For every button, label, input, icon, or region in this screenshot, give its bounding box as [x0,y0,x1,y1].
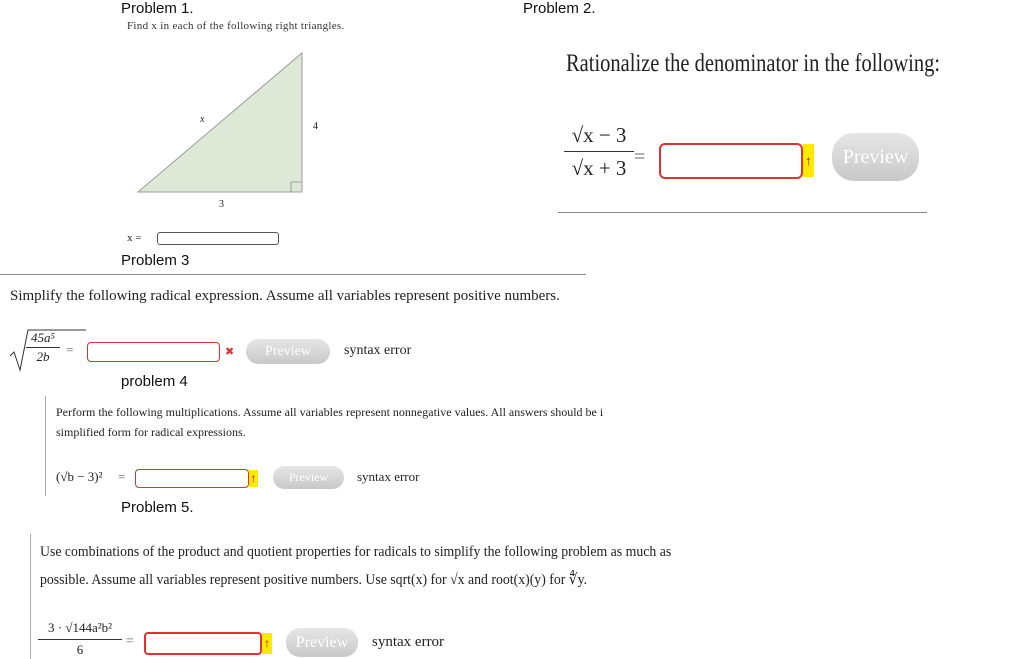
problem-4-status: syntax error [357,469,420,484]
problem-2-preview-button[interactable]: Preview [832,133,919,181]
problem-4-border [45,396,46,496]
problem-5-preview-button[interactable]: Preview [286,628,358,657]
fraction-bar [38,639,122,640]
problem-2-equals: = [634,146,646,168]
problem-3-status: syntax error [344,343,412,358]
fraction-bar [26,347,60,348]
triangle-shape [138,53,302,192]
problem-4-expression: (√b − 3)² [56,469,103,484]
problem-5-status: syntax error [372,634,445,650]
problem-4-heading: problem 4 [121,373,188,390]
problem-5-prompt-line1: Use combinations of the product and quotient properties for radicals to simplify the following problem as much as [40,544,672,560]
right-triangle-figure [130,45,330,215]
problem-2-fraction [564,122,634,181]
problem-5-fraction [38,620,122,657]
problem-5-denominator: 6 [76,642,84,657]
problem-5-answer-input[interactable] [144,632,262,655]
triangle-label-vertical: 4 [313,121,318,132]
problem-3-numerator: 45a⁵ [30,330,56,345]
problem-3-fraction [26,331,60,364]
problem-1-answer-label: x = [127,232,142,244]
problem-3-denominator: 2b [36,349,50,364]
error-icon: ✖ [225,346,235,358]
problem-3-divider [0,274,586,275]
warning-icon[interactable]: ↑ [250,471,257,485]
problem-3-heading: Problem 3 [121,252,190,269]
problem-5-heading: Problem 5. [121,499,194,516]
problem-2-heading: Problem 2. [523,0,596,17]
problem-5-numerator: 3 · √144a²b² [47,620,113,635]
problem-3-answer-input[interactable] [87,342,220,362]
problem-4-prompt-line1: Perform the following multiplications. Assume all variables represent nonnegative values. All answers should be i [56,405,604,419]
problem-5-prompt-line2: possible. Assume all variables represent positive numbers. Use sqrt(x) for √x and root(x)(y) for ∜y. [40,572,588,588]
problem-3-preview-button[interactable]: Preview [246,339,330,364]
problem-4-answer-input[interactable] [135,469,249,488]
problem-2-prompt: Rationalize the denominator in the following: [566,50,941,77]
problem-1-instruction: Find x in each of the following right triangles. [127,20,345,32]
problem-4-equals: = [118,469,126,484]
problem-3-prompt: Simplify the following radical expression. Assume all variables represent positive numbers. [10,288,560,304]
fraction-bar [564,151,634,152]
problem-4-preview-button[interactable]: Preview [273,466,344,489]
problem-4-prompt-line2: simplified form for radical expressions. [56,425,246,439]
problem-5-equals: = [126,634,134,649]
problem-2-numerator: √x − 3 [571,123,627,147]
warning-icon[interactable]: ↑ [803,144,814,177]
problem-1-heading: Problem 1. [121,0,194,17]
problem-2-denominator: √x + 3 [571,156,627,180]
problem-1-answer-input[interactable] [157,232,279,245]
problem-2-divider [558,212,927,213]
problem-3-equals: = [66,342,74,357]
problem-2-answer-input[interactable] [659,143,803,179]
problem-5-border [30,534,31,659]
triangle-label-hypotenuse: x [200,114,205,125]
warning-icon[interactable]: ↑ [262,633,272,654]
triangle-label-base: 3 [219,199,224,210]
